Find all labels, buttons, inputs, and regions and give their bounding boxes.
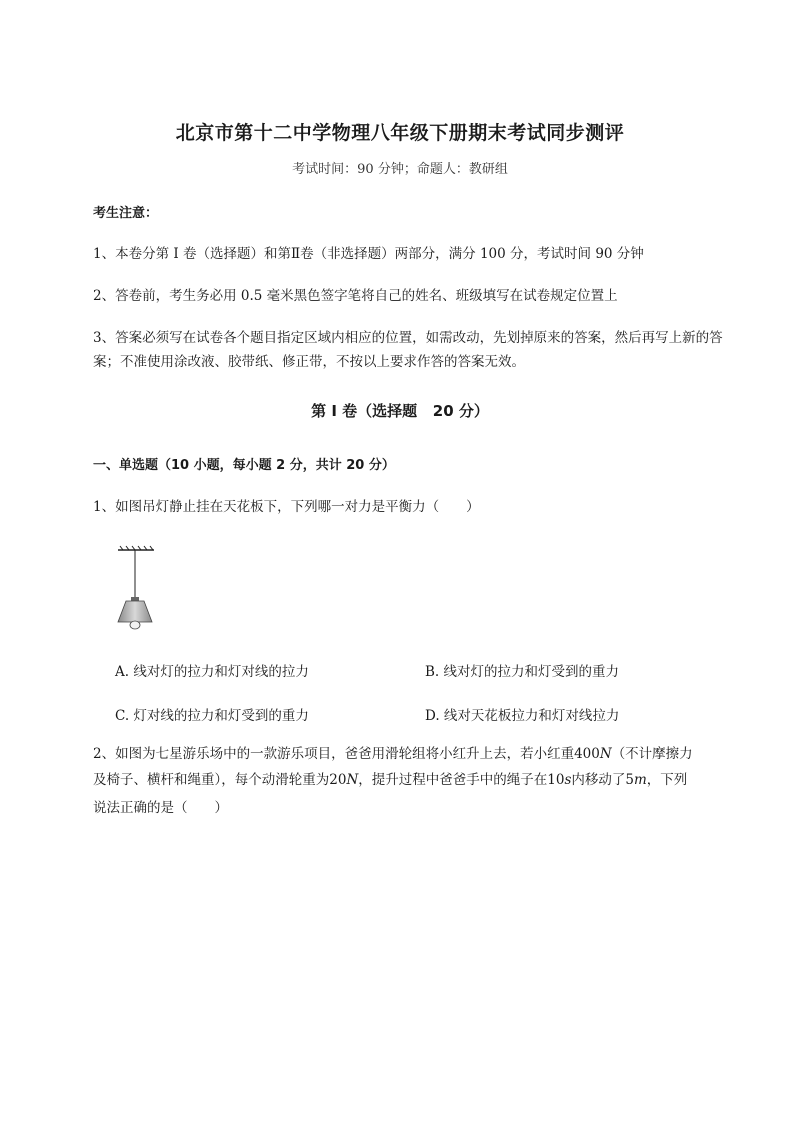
part-heading: 一、单选题（10 小题，每小题 2 分，共计 20 分）	[93, 458, 395, 473]
notice-heading: 考生注意：	[93, 206, 159, 221]
q2-text: ，下列	[646, 772, 688, 788]
lamp-bulb	[130, 621, 140, 629]
q2-text: 及椅子、横杆和绳重），每个动滑轮重为	[93, 772, 330, 788]
lamp-shade	[118, 601, 152, 622]
q2-text: 2、如图为七星游乐场中的一款游乐项目，爸爸用滑轮组将小红升上去，若小红重	[93, 746, 575, 762]
notice-item-1: 1、本卷分第 I 卷（选择题）和第Ⅱ卷（非选择题）两部分，满分 100 分，考试时间 90 分钟	[93, 246, 644, 262]
q2-text: 内移动了	[571, 772, 626, 788]
q2-text: ，提升过程中爸爸手中的绳子在	[358, 772, 548, 788]
q2-distance-unit: m	[633, 772, 647, 788]
q2-text: （不计摩擦力	[611, 746, 693, 762]
question-1-stem: 1、如图吊灯静止挂在天花板下，下列哪一对力是平衡力（ ）	[93, 499, 480, 515]
exam-subtitle: 考试时间：90 分钟；命题人：教研组	[292, 162, 508, 177]
question-2-line-3: 说法正确的是（ ）	[93, 800, 228, 816]
question-1-option-c[interactable]: C. 灯对线的拉力和灯受到的重力	[115, 708, 309, 724]
q2-time-unit: s	[564, 772, 572, 788]
q2-time-value: 10	[547, 772, 565, 788]
q2-pulley-weight-unit: N	[346, 772, 359, 788]
question-1-option-a[interactable]: A. 线对灯的拉力和灯对线的拉力	[115, 664, 309, 680]
section-title: 第 I 卷（选择题 20 分）	[311, 402, 489, 420]
q2-weight-unit: N	[599, 746, 612, 762]
exam-title: 北京市第十二中学物理八年级下册期末考试同步测评	[175, 122, 625, 144]
question-2-line-1	[93, 742, 693, 766]
notice-item-2: 2、答卷前，考生务必用 0.5 毫米黑色签字笔将自己的姓名、班级填写在试卷规定位置上	[93, 288, 618, 304]
notice-item-3: 3、答案必须写在试卷各个题目指定区域内相应的位置，如需改动，先划掉原来的答案，然后再写上新的答案；不准使用涂改液、胶带纸、修正带，不按以上要求作答的答案无效。	[93, 330, 723, 370]
ceiling-hatch-icon	[118, 546, 154, 550]
q2-weight-value: 400	[574, 746, 600, 762]
q2-pulley-weight-value: 20	[329, 772, 347, 788]
question-1-option-d[interactable]: D. 线对天花板拉力和灯对线拉力	[425, 708, 620, 724]
question-2-line-2	[93, 768, 687, 792]
question-1-option-b[interactable]: B. 线对灯的拉力和灯受到的重力	[425, 664, 620, 680]
lamp-cap	[131, 597, 139, 601]
q2-distance-value: 5	[625, 772, 634, 788]
hanging-lamp-figure	[112, 544, 162, 634]
